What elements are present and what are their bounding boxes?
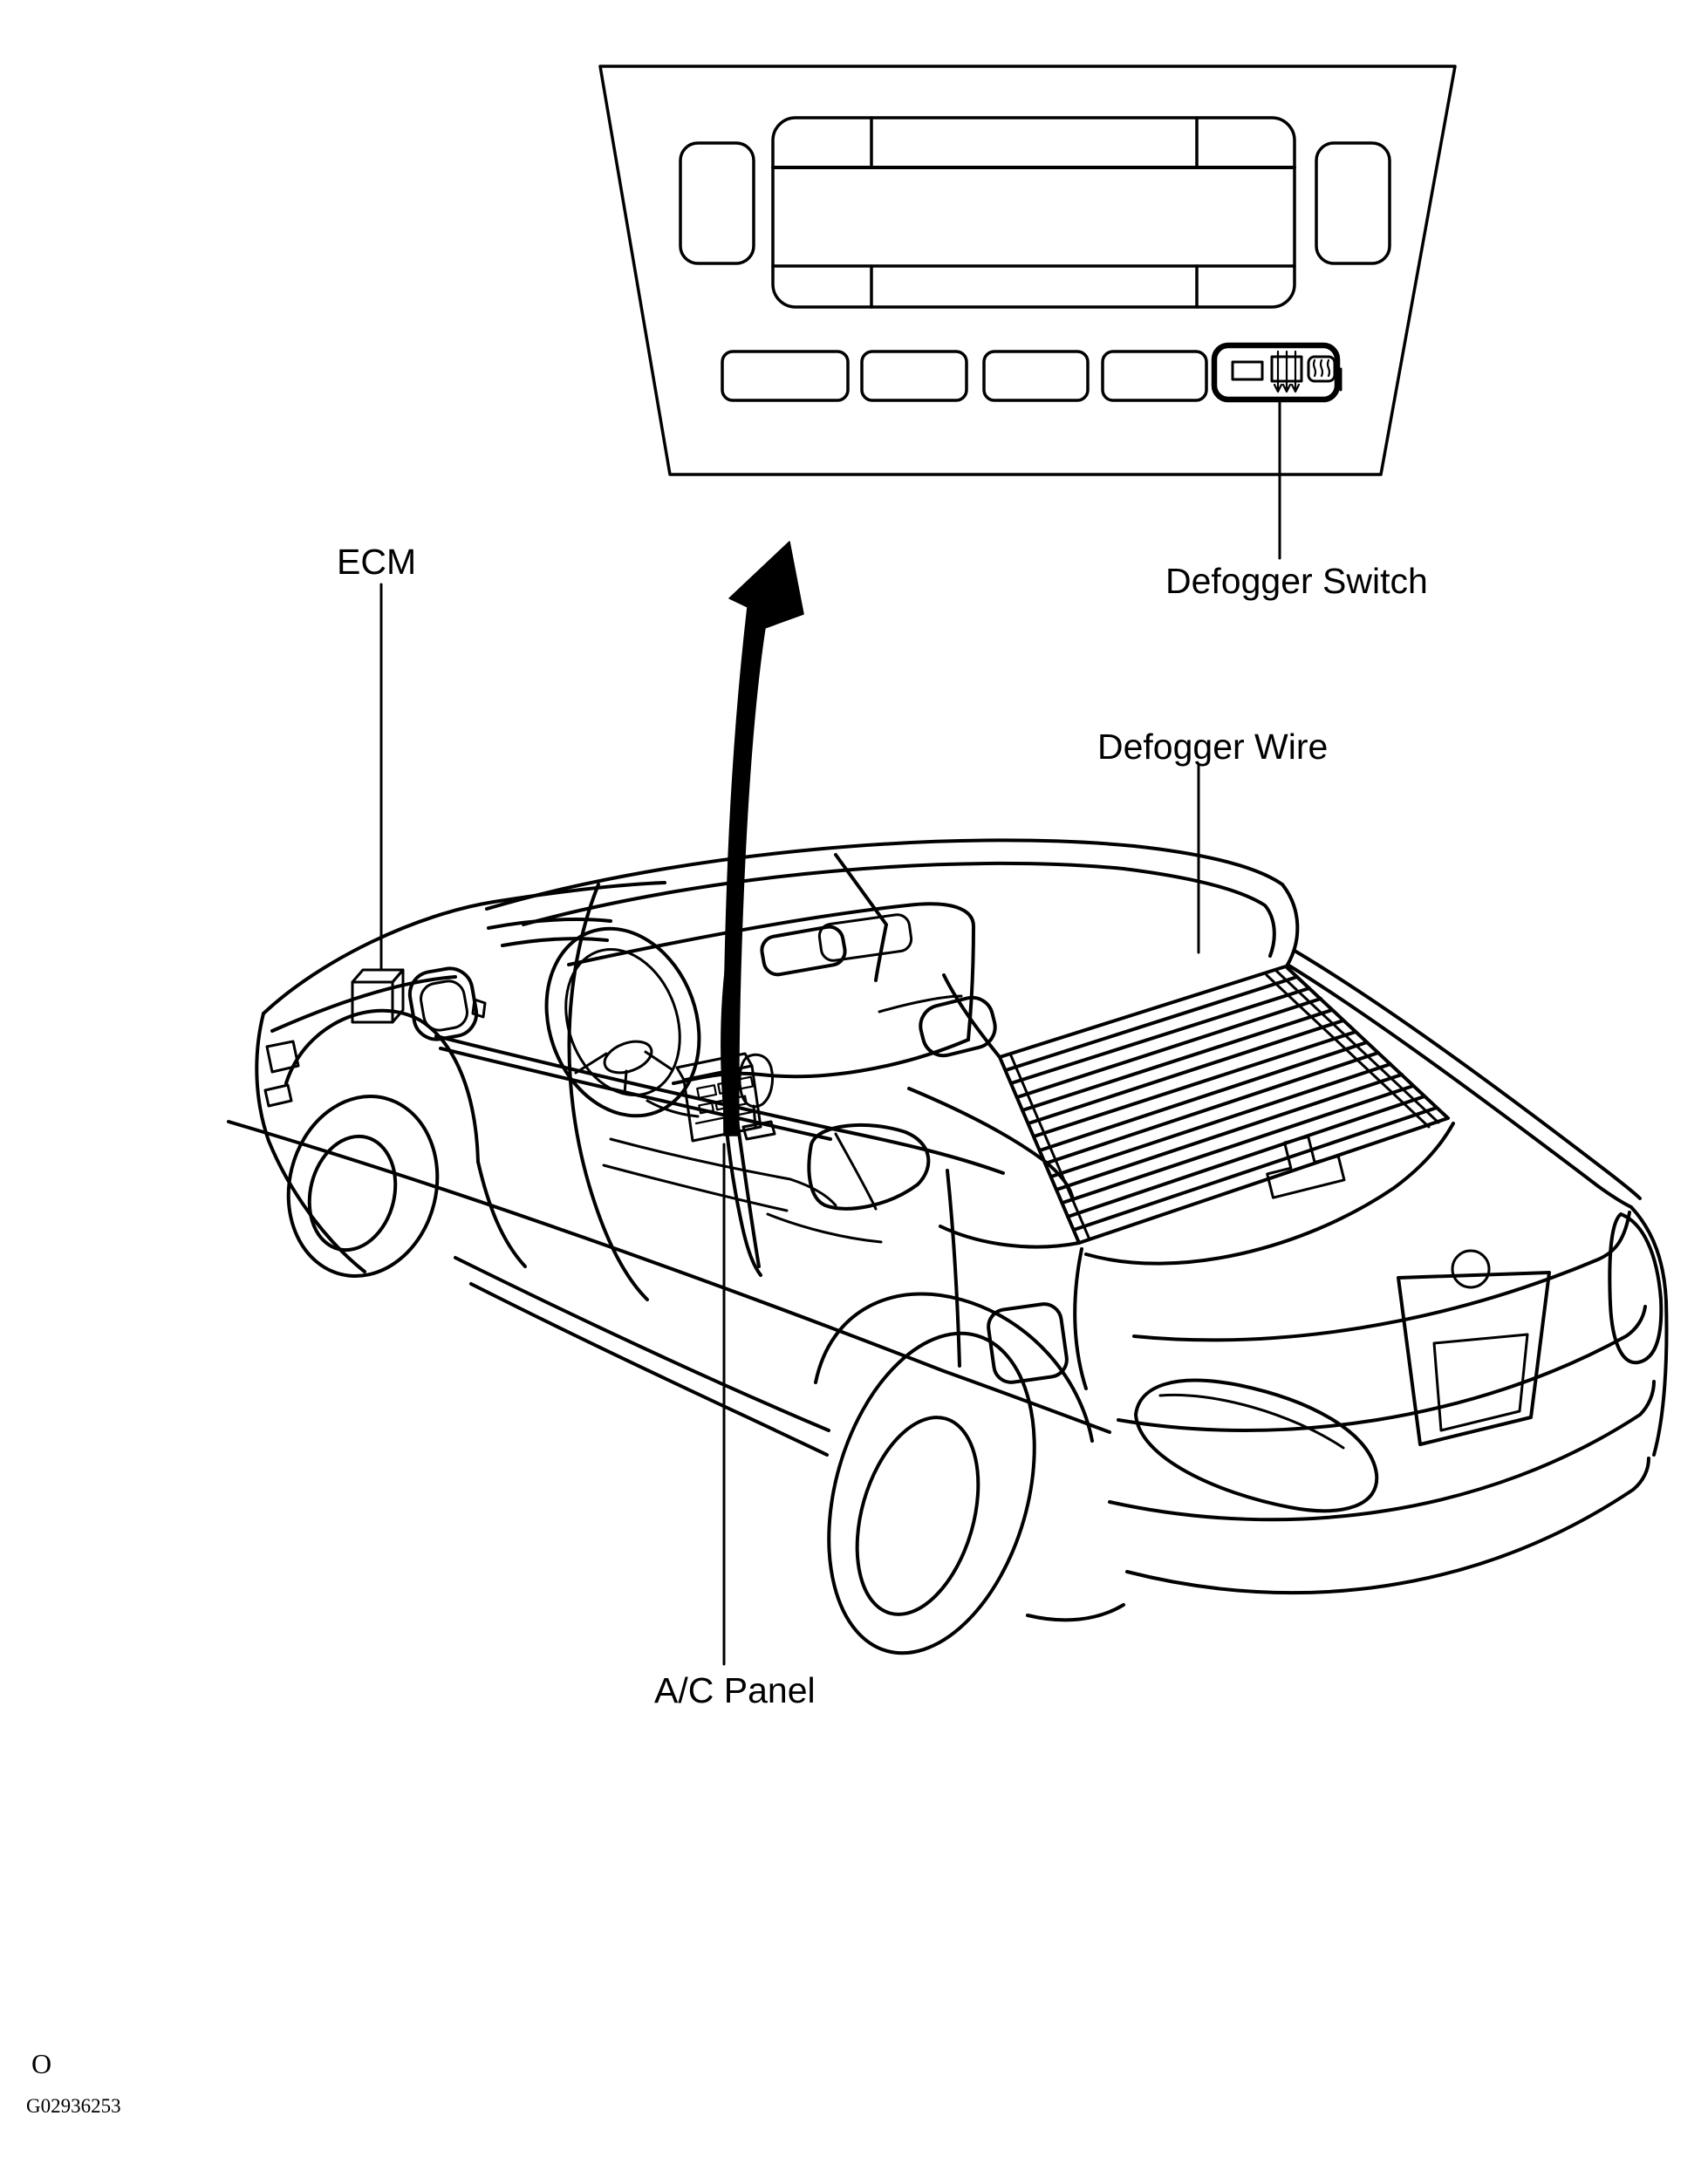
- front-wheel: [270, 1081, 455, 1292]
- panel-left-button: [680, 143, 754, 263]
- side-marker: [265, 1085, 291, 1106]
- trunk-rear: [940, 1123, 1666, 1593]
- trunk-emblem: [1452, 1251, 1489, 1287]
- defogger-wire-label: Defogger Wire: [1097, 727, 1329, 767]
- front-defrost-icon: [1272, 351, 1301, 392]
- license-plate-recess: [1398, 1273, 1549, 1444]
- panel-button-1: [722, 351, 848, 400]
- panel-button-4: [1103, 351, 1206, 400]
- quarter-window: [760, 925, 847, 977]
- dash-vents: [818, 913, 913, 962]
- steering-wheel: [521, 907, 724, 1137]
- display-cluster: [773, 118, 1295, 307]
- footer-mark: O: [31, 2048, 52, 2079]
- indicator-window-icon: [1233, 362, 1262, 379]
- pointer-arrow: [724, 542, 803, 1136]
- rear-headrest: [916, 993, 1000, 1061]
- defogger-switch-button: [1214, 345, 1341, 399]
- car-drawing: [229, 840, 1666, 1677]
- figure-code: G02936253: [26, 2095, 121, 2117]
- panel-button-2: [862, 351, 967, 400]
- defogger-switch-label: Defogger Switch: [1165, 561, 1428, 601]
- panel-button-3: [984, 351, 1088, 400]
- ecm-label: ECM: [337, 542, 417, 582]
- panel-right-button: [1316, 143, 1390, 263]
- ac-panel-label: A/C Panel: [654, 1670, 816, 1710]
- rear-wheel: [794, 1309, 1069, 1677]
- ac-panel-drawing: [600, 66, 1455, 474]
- ac-panel-outline: [600, 66, 1455, 474]
